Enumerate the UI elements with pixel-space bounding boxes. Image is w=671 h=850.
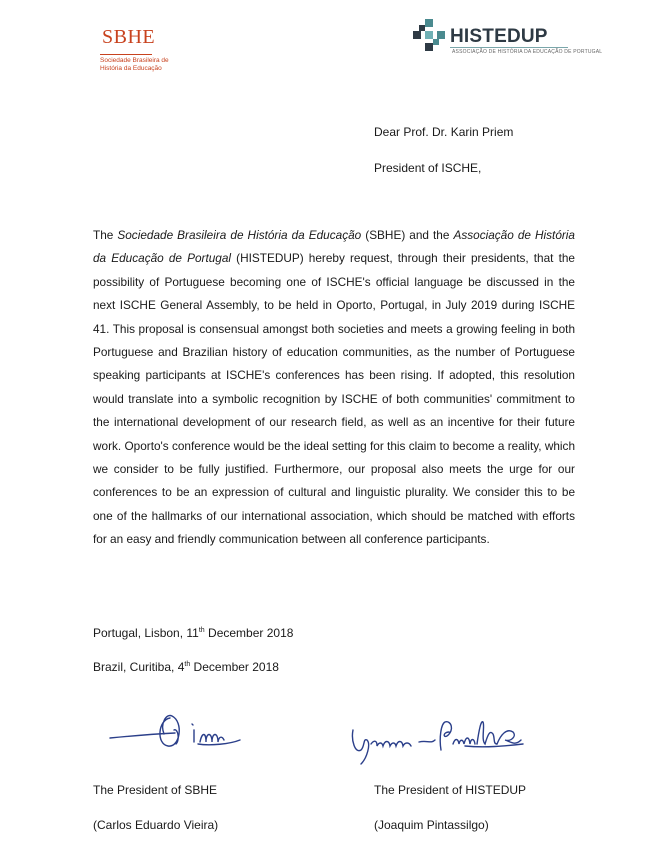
histedup-logo-name: HISTEDUP xyxy=(450,26,548,47)
body-intro: The xyxy=(93,228,118,242)
histedup-cross-icon xyxy=(412,18,446,52)
sbhe-logo-subtitle xyxy=(100,57,180,72)
sbhe-logo-rule xyxy=(100,54,152,55)
histedup-president-name: (Joaquim Pintassilgo) xyxy=(374,818,489,832)
histedup-logo-rule xyxy=(450,47,568,48)
histedup-logo xyxy=(412,18,603,58)
sbhe-president-title: The President of SBHE xyxy=(93,783,218,797)
letter-body xyxy=(93,224,575,552)
date-portugal-month: December 2018 xyxy=(204,626,294,640)
date-brazil-text: Brazil, Curitiba, 4 xyxy=(93,660,185,674)
date-portugal-text: Portugal, Lisbon, 11 xyxy=(93,626,199,640)
sbhe-logo-line1: Sociedade Brasileira de xyxy=(100,57,169,64)
sbhe-full-name: Sociedade Brasileira de História da Educação xyxy=(117,228,362,242)
sbhe-president-name: (Carlos Eduardo Vieira) xyxy=(93,818,219,832)
addressee-title: President of ISCHE, xyxy=(374,161,482,175)
histedup-full-name: Associação de História da Educação de Portugal xyxy=(93,228,575,266)
date-brazil xyxy=(93,660,279,674)
date-portugal-ordinal: th xyxy=(198,627,205,634)
signature-sbhe-president xyxy=(100,700,270,760)
histedup-president-title: The President of HISTEDUP xyxy=(374,783,527,797)
addressee-name: Dear Prof. Dr. Karin Priem xyxy=(374,125,514,139)
signature-histedup-president xyxy=(345,710,535,770)
date-brazil-ordinal: th xyxy=(184,661,191,668)
body-connector: (SBHE) and the xyxy=(361,228,454,242)
date-brazil-month: December 2018 xyxy=(190,660,279,674)
sbhe-logo-line2: História da Educação xyxy=(100,64,162,72)
date-portugal xyxy=(93,626,293,640)
sbhe-logo xyxy=(96,22,186,82)
sbhe-logo-acronym: SBHE xyxy=(102,26,156,48)
histedup-logo-subtitle: ASSOCIAÇÃO DE HISTÓRIA DA EDUCAÇÃO DE PORTUGAL xyxy=(452,49,603,55)
body-main-text: (HISTEDUP) hereby request, through their presidents, that the possibility of Portuguese becoming one of ISCHE's official language be discussed in the next ISCHE General Assembly, to be held in Oporto, Portugal, in July 2019 during ISCHE 41. This proposal is consensual amongst both societies and meets a growing feeling in both Portuguese and Brazilian history of education communities, as the number of Portuguese speaking participants at ISCHE's conferences has been rising. If adopted, this resolution would translate into a symbolic recognition by ISCHE of both communities' commitment to the international development of our research field, as well as an incentive for their future work. Oporto's conference would be the ideal setting for this claim to become a reality, which we consider to be fully justified. Furthermore, our proposal also meets the urge for our conferences to be an expression of cultural and linguistic plurality. We consider this to be one of the hallmarks of our international association, which should be matched with efforts for an easy and friendly communication between all conference participants. xyxy=(93,251,576,547)
